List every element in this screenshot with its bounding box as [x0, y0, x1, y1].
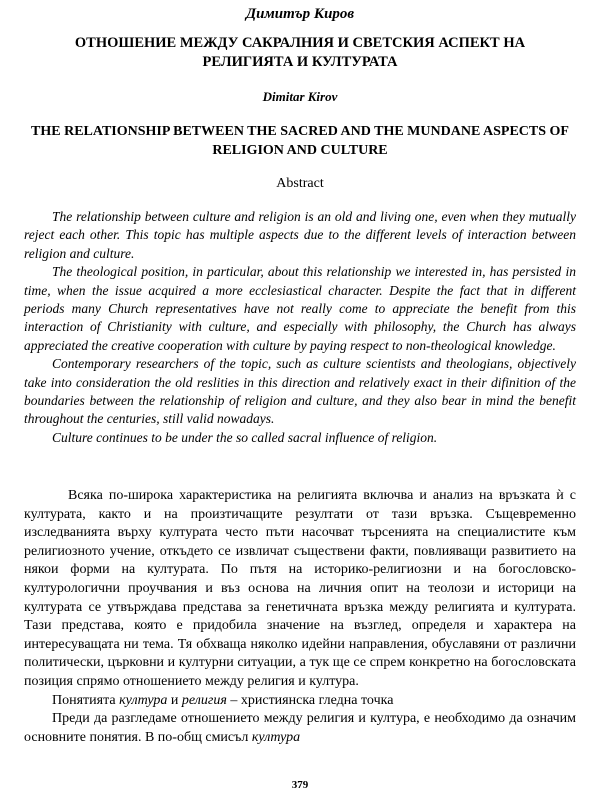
abstract-heading: Abstract: [276, 176, 324, 191]
body-paragraph-italic-term: култура: [251, 729, 301, 745]
subheading-term-religion: религия: [181, 692, 227, 708]
abstract-body: [24, 208, 576, 447]
subheading-term-culture: култура: [119, 692, 168, 708]
abstract-paragraph: The relationship between culture and religion is an old and living one, even when they mutually reject each other. This topic has multiple aspects due to the different levels of interaction between religion and culture.: [24, 209, 576, 261]
paper-title-english: THE RELATIONSHIP BETWEEN THE SACRED AND THE MUNDANE ASPECTS OF RELIGION AND CULTURE: [31, 124, 569, 158]
body-paragraph-text: Преди да разгледаме отношението между религия и култура, е необходимо да означим основните понятия. В по-общ смисъл: [24, 711, 576, 745]
abstract-paragraph: Culture continues to be under the so called sacral influence of religion.: [52, 429, 438, 445]
subheading-suffix: – християнска гледна точка: [226, 692, 394, 708]
subheading-prefix: Понятията: [52, 692, 120, 708]
body-paragraph: [24, 710, 576, 747]
page-number: 379: [291, 779, 309, 791]
body-paragraph: Всяка по-широка характеристика на религията включва и анализ на връзката ѝ с културата, както и на произтичащите резултати от тази връзка. Същевременно изследванията върху културата често пъти насочват търсенията на специалистите към религиозното учение, откъдето се извличат съществени факти, повлияващи развитието на някои форми на културата. По пътя на историко-религиозни и на богословско-културологични проучвания и въз основа на личния опит на теолози и историци на културата се утвърждава представа за генетичната връзка между религията и културата. Тази представа, която е придобила значение на възглед, определя и характера на интересуващата ни тема. Тя обхваща няколко идейни направления, обуславяни от различни политически, църковни и културни ситуации, а тук ще се спрем конкретно на богословската позиция спрямо отношението между религия и култура.: [24, 488, 576, 689]
paper-title-bulgarian: ОТНОШЕНИЕ МЕЖДУ САКРАЛНИЯ И СВЕТСКИЯ АСПЕКТ НА РЕЛИГИЯТА И КУЛТУРАТА: [74, 35, 526, 70]
subheading-middle: и: [167, 692, 182, 708]
main-text: [24, 487, 576, 747]
author-name-english: Dimitar Kirov: [262, 89, 338, 104]
abstract-paragraph: Contemporary researchers of the topic, such as culture scientists and theologians, objectively take into consideration the old reslities in this direction and relatively exact in their difinition of the boundaries between the relationship of religion and culture, and they also bear in mind the benefit throughout the centuries, still valid nowadays.: [24, 356, 576, 427]
section-subheading: [24, 692, 576, 711]
author-name-bulgarian: Димитър Киров: [245, 6, 355, 22]
abstract-paragraph: The theological position, in particular, about this relationship we interested in, has persisted in time, when the issue acquired a more ecclesiastical character. Despite the fact that in different periods many Church representatives have not really come to appreciate the benefit from this interaction of Christianity with culture, and especially with philosophy, the Church has always appreciated the creative cooperation with culture by paying respect to non-theological knowledge.: [24, 264, 576, 353]
